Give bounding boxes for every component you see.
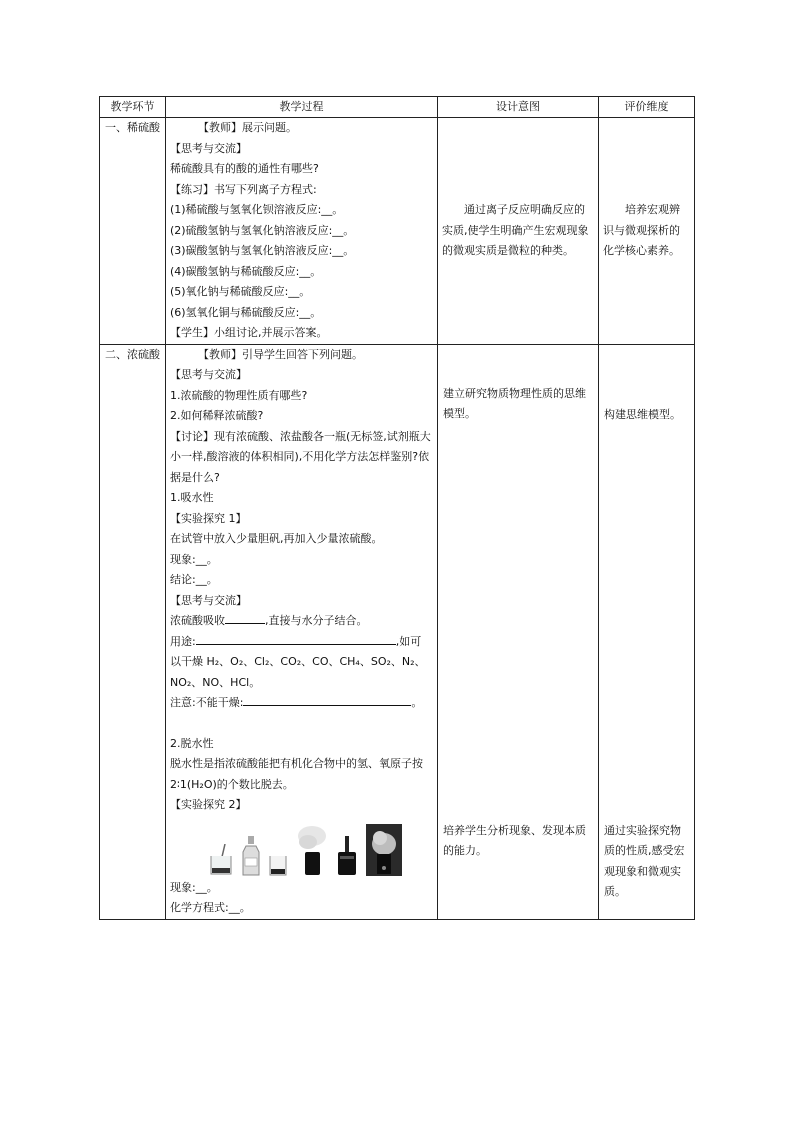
process-line: 2.脱水性 (170, 736, 214, 750)
fill-in-line: 浓硫酸吸收 ,直接与水分子结合。 (170, 611, 433, 632)
intent-cell-2 (438, 344, 599, 919)
process-line: 在试管中放入少量胆矾,再加入少量浓硫酸。 (170, 532, 383, 545)
intent-text: 通过离子反应明确反应的实质,使学生明确产生宏观现象的微观实质是微粒的种类。 (442, 203, 589, 257)
process-line: 1.吸水性 (170, 491, 214, 504)
intent-text: 建立研究物质物理性质的思维模型。 (443, 386, 586, 420)
process-line: 【实验探究 2】 (170, 798, 247, 811)
process-line: 结论:__。 (170, 573, 218, 586)
smoking-beaker-icon (296, 824, 328, 876)
evaluation-text: 通过实验探究物质的性质,感受宏观现象和微观实质。 (604, 823, 685, 898)
black-column-beaker-icon (336, 836, 358, 876)
process-line: (2)硫酸氢钠与氢氧化钠溶液反应:__。 (170, 223, 355, 237)
process-line: 化学方程式:__。 (170, 901, 251, 914)
process-line: 【学生】小组讨论,并展示答案。 (170, 326, 328, 339)
evaluation-cell-2 (599, 344, 695, 919)
fill-in-line: 注意:不能干燥: 。 (170, 693, 433, 714)
header-intent: 设计意图 (438, 97, 599, 118)
process-line: (6)氢氧化铜与稀硫酸反应:__。 (170, 305, 322, 319)
process-line: 2.如何稀释浓硫酸? (170, 409, 264, 422)
evaluation-cell-1 (599, 118, 695, 345)
process-line: 【思考与交流】 (170, 141, 247, 155)
process-line: 现象:__。 (170, 880, 218, 894)
answer-blank (225, 611, 265, 624)
header-stage: 教学环节 (100, 97, 166, 118)
process-line: 以干燥 H₂、O₂、Cl₂、CO₂、CO、CH₄、SO₂、N₂、 (170, 655, 426, 668)
steaming-beaker-icon (366, 824, 402, 876)
evaluation-text: 构建思维模型。 (604, 407, 681, 421)
process-line: 【思考与交流】 (170, 368, 247, 381)
reagent-bottle-icon (242, 836, 260, 876)
experiment-image (170, 818, 433, 876)
process-line: (4)碳酸氢钠与稀硫酸反应:__。 (170, 264, 322, 278)
stage-dilute-sulfuric-acid: 一、稀硫酸 (100, 118, 166, 345)
evaluation-text: 培养宏观辨识与微观探析的化学核心素养。 (603, 203, 680, 257)
beaker-icon (268, 854, 288, 876)
answer-blank (196, 632, 396, 645)
dehydration-text: 脱水性是指浓硫酸能把有机化合物中的氢、氧原子按 2∶1(H₂O)的个数比脱去。 (170, 757, 423, 791)
header-process: 教学过程 (166, 97, 438, 118)
header-row (100, 97, 695, 118)
lesson-plan-table (99, 96, 695, 920)
stage-concentrated-sulfuric-acid: 二、浓硫酸 (100, 344, 166, 919)
process-cell-2 (166, 344, 438, 919)
process-line: 【思考与交流】 (170, 593, 247, 607)
intent-cell-1 (438, 118, 599, 345)
process-line: (1)稀硫酸与氢氧化钡溶液反应:__。 (170, 203, 344, 216)
process-line: 【教师】展示问题。 (198, 121, 297, 134)
process-line: 【教师】引导学生回答下列问题。 (198, 347, 363, 361)
process-cell-1 (166, 118, 438, 345)
process-line: 1.浓硫酸的物理性质有哪些? (170, 388, 308, 402)
process-line: (3)碳酸氢钠与氢氧化钠溶液反应:__。 (170, 244, 355, 257)
section-concentrated-acid-row (100, 344, 695, 919)
section-dilute-acid-row (100, 118, 695, 345)
discussion-text: 【讨论】现有浓硫酸、浓盐酸各一瓶(无标签,试剂瓶大小一样,酸溶液的体积相同),不用化学方法怎样鉴别?依据是什么? (170, 429, 431, 484)
beaker-with-rod-icon (208, 844, 234, 876)
process-line: 现象:__。 (170, 552, 218, 566)
process-line: NO₂、NO、HCl。 (170, 675, 261, 689)
process-line: 【实验探究 1】 (170, 511, 247, 525)
process-line: 【练习】书写下列离子方程式: (170, 182, 317, 196)
process-line: 稀硫酸具有的酸的通性有哪些? (170, 162, 319, 175)
fill-in-line: 用途: ,如可 (170, 632, 433, 653)
header-evaluation: 评价维度 (599, 97, 695, 118)
process-line: (5)氧化钠与稀硫酸反应:__。 (170, 285, 311, 298)
answer-blank (243, 693, 411, 706)
intent-text: 培养学生分析现象、发现本质的能力。 (443, 823, 586, 857)
